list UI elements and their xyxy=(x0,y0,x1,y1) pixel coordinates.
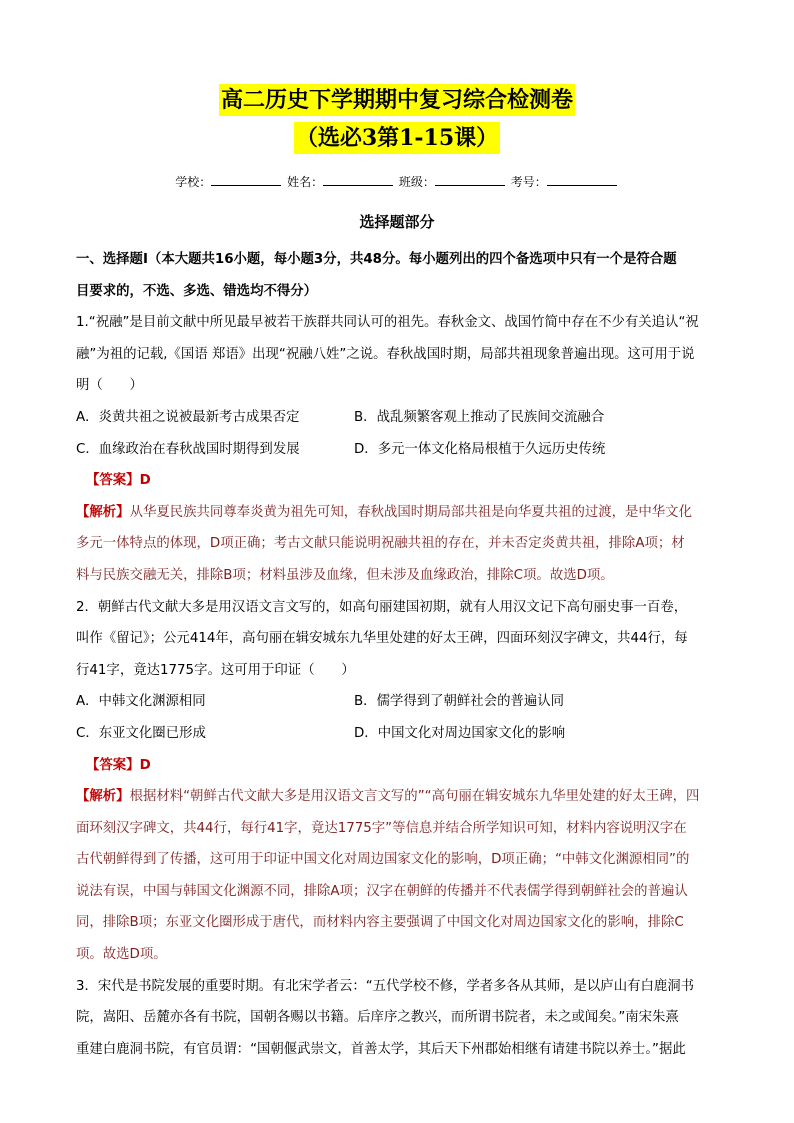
title-line-1-wrap xyxy=(0,84,794,116)
q3-stem-line: 3．宋代是书院发展的重要时期。有北宋学者云：“五代学校不修，学者多各从其师，是以庐山有白鹿洞书 xyxy=(76,978,695,994)
q2-explanation-line: 项。故选D项。 xyxy=(76,947,167,963)
q1-options-row xyxy=(76,402,721,434)
instructions-line-2: 目要求的，不选、多选、错选均不得分） xyxy=(76,283,318,299)
student-info-line xyxy=(0,173,794,191)
q3-stem-line: 重建白鹿洞书院，有官员谓：“国朝偃武崇文，首善太学，其后天下州郡始相继有请建书院以养士。”据此 xyxy=(76,1041,686,1057)
document-title: 高二历史下学期期中复习综合检测卷 xyxy=(219,84,575,116)
q1-answer-value: D xyxy=(139,473,151,489)
q2-options-row xyxy=(76,718,721,750)
title-line-2-wrap xyxy=(0,122,794,154)
class-blank xyxy=(435,173,505,186)
q2-stem-line: 叫作《留记》；公元414年，高句丽在辑安城东九华里处建的好太王碑，四面环刻汉字碑文，共44行，每 xyxy=(76,631,688,647)
q1-stem-line: 1.“祝融”是目前文献中所见最早被若干族群共同认可的祖先。春秋金文、战国竹简中存在不少有关追认“祝 xyxy=(76,315,699,331)
answer-label: 【答案】 xyxy=(86,757,140,773)
school-blank xyxy=(211,173,281,186)
q2-stem-line: 2．朝鲜古代文献大多是用汉语文言文写的，如高句丽建国初期，就有人用汉文记下高句丽史事一百卷， xyxy=(76,599,688,615)
q1-options-row xyxy=(76,434,721,466)
q1-stem-line: 明（ ） xyxy=(76,378,143,394)
q2-explanation-line: 同，排除B项；东亚文化圈形成于唐代，而材料内容主要强调了中国文化对周边国家文化的影响，排除C xyxy=(76,915,684,931)
q2-explanation-line: 说法有误，中国与韩国文化渊源不同，排除A项；汉字在朝鲜的传播并不代表儒学得到朝鲜社会的普遍认 xyxy=(76,883,688,899)
q2-answer xyxy=(76,750,721,782)
q3-stem-line: 院，嵩阳、岳麓亦各有书院，国朝各赐以书籍。后庠序之教兴，而所谓书院者，未之或闻矣。”南宋朱熹 xyxy=(76,1010,679,1026)
q2-explanation-line: 面环刻汉字碑文，共44行，每行41字，竟达1775字”等信息并结合所学知识可知，材料内容说明汉字在 xyxy=(76,820,687,836)
answer-label: 【答案】 xyxy=(86,473,140,489)
q2-explanation-text: 根据材料“朝鲜古代文献大多是用汉语文言文写的”“高句丽在辑安城东九华里处建的好太王碑，四 xyxy=(129,789,700,805)
section-title: 选择题部分 xyxy=(359,213,435,231)
name-blank xyxy=(323,173,393,186)
q1-explanation-line xyxy=(76,497,721,529)
q1-answer xyxy=(76,465,721,497)
question-content xyxy=(76,244,721,1065)
class-label: 班级： xyxy=(398,175,435,189)
explanation-label: 【解析】 xyxy=(76,789,130,805)
document-subtitle: （选必3第1-15课） xyxy=(294,122,500,154)
instructions-line-1: 一、选择题Ⅰ（本大题共16小题，每小题3分，共48分。每小题列出的四个备选项中只有一个是符合题 xyxy=(76,252,677,267)
q1-option-a: A．炎黄共祖之说被最新考古成果否定 xyxy=(76,409,300,425)
q1-stem-line: 融”为祖的记载,《国语 郑语》出现“祝融八姓”之说。春秋战国时期，局部共祖现象普遍出现。这可用于说 xyxy=(76,346,695,362)
q1-explanation-line: 多元一体特点的体现，D项正确；考古文献只能说明祝融共祖的存在，并未否定炎黄共祖，排除A项；材 xyxy=(76,536,685,552)
q1-option-c: C．血缘政治在春秋战国时期得到发展 xyxy=(76,441,300,457)
q1-explanation-line: 料与民族交融无关，排除B项；材料虽涉及血缘，但未涉及血缘政治，排除C项。故选D项。 xyxy=(76,567,614,583)
explanation-label: 【解析】 xyxy=(76,504,130,520)
school-label: 学校： xyxy=(175,175,212,189)
q1-option-d: D．多元一体文化格局根植于久远历史传统 xyxy=(354,441,606,457)
q1-explanation-text: 从华夏民族共同尊奉炎黄为祖先可知，春秋战国时期局部共祖是向华夏共祖的过渡，是中华文化 xyxy=(129,504,692,520)
exam-number-label: 考号： xyxy=(510,175,547,189)
q2-explanation-line: 古代朝鲜得到了传播，这可用于印证中国文化对周边国家文化的影响，D项正确；“中韩文化渊源相同”的 xyxy=(76,852,690,868)
q2-option-b: B．儒学得到了朝鲜社会的普遍认同 xyxy=(354,694,565,710)
exam-number-blank xyxy=(547,173,617,186)
name-label: 姓名： xyxy=(287,175,324,189)
q2-option-c: C．东亚文化圈已形成 xyxy=(76,725,206,741)
q2-stem-line: 行41字，竟达1775字。这可用于印证（ ） xyxy=(76,662,355,678)
q1-option-b: B．战乱频繁客观上推动了民族间交流融合 xyxy=(354,409,605,425)
q2-option-a: A．中韩文化渊源相同 xyxy=(76,694,206,710)
q2-explanation-line xyxy=(76,781,721,813)
q2-options-row xyxy=(76,686,721,718)
q2-option-d: D．中国文化对周边国家文化的影响 xyxy=(354,725,566,741)
q2-answer-value: D xyxy=(139,757,151,773)
